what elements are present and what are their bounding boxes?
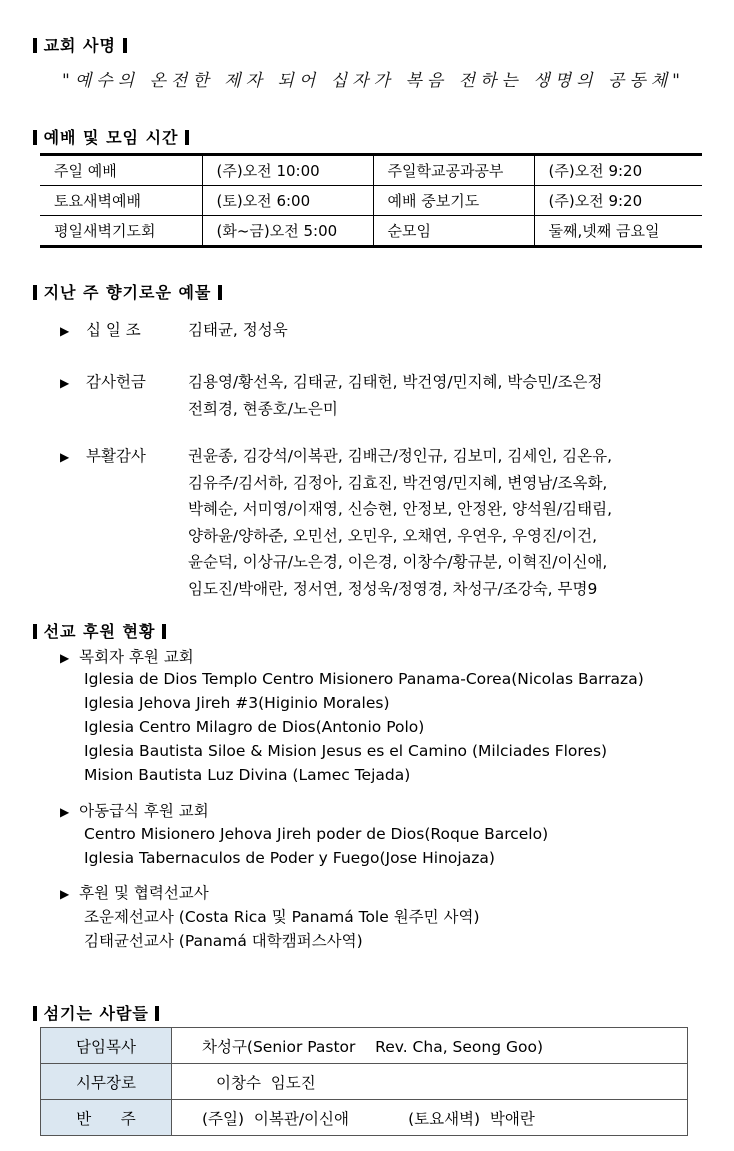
table-cell: 주일 예배 — [40, 155, 202, 186]
title-bar-right — [218, 285, 222, 300]
list-item: Centro Misionero Jehova Jireh poder de Dios(Roque Barcelo) — [84, 825, 549, 843]
table-cell: (주)오전 10:00 — [202, 155, 373, 186]
mission-statement: "예수의 온전한 제자 되어 십자가 복음 전하는 생명의 공동체" — [62, 71, 685, 91]
offerings-title-text: 지난 주 향기로운 예물 — [43, 283, 212, 302]
mission-group-heading-text: 후원 및 협력선교사 — [79, 884, 209, 902]
table-row — [41, 1064, 688, 1100]
title-bar-left — [33, 1006, 37, 1021]
triangle-bullet-icon: ▶ — [60, 887, 70, 901]
worship-section-title — [33, 125, 189, 148]
triangle-bullet-icon: ▶ — [60, 324, 70, 338]
title-bar-right — [155, 1006, 159, 1021]
offering-tithe-label: 십 일 조 — [86, 321, 141, 339]
mission-group-list — [84, 905, 480, 953]
table-cell: 주일학교공과공부 — [373, 155, 534, 186]
offering-thanks-label: 감사헌금 — [86, 373, 146, 391]
table-cell: 예배 중보기도 — [373, 186, 534, 216]
table-cell: 평일새벽기도회 — [40, 216, 202, 247]
mission-group-heading-text: 아동급식 후원 교회 — [79, 802, 209, 820]
offering-tithe-names: 김태균, 정성욱 — [188, 321, 288, 339]
names-line: 임도진/박애란, 정서연, 정성욱/정영경, 차성구/조강숙, 무명9 — [188, 579, 598, 598]
names-line: 권윤종, 김강석/이복관, 김배근/정인규, 김보미, 김세인, 김온유, — [188, 447, 612, 465]
list-item: Iglesia Jehova Jireh #3(Higinio Morales) — [84, 694, 390, 712]
table-row — [41, 1100, 688, 1136]
triangle-bullet-icon: ▶ — [60, 651, 70, 665]
names-line: 윤순덕, 이상규/노은경, 이은경, 이창수/황규분, 이혁진/이신애, — [188, 553, 608, 571]
title-bar-left — [33, 130, 37, 145]
missions-section-title — [33, 619, 166, 642]
list-item: Mision Bautista Luz Divina (Lamec Tejada) — [84, 766, 411, 784]
offering-easter-names — [188, 443, 612, 602]
list-item: 김태균선교사 (Panamá 대학캠퍼스사역) — [84, 932, 363, 950]
value-cell: 이창수 임도진 — [172, 1064, 688, 1100]
triangle-bullet-icon: ▶ — [60, 450, 70, 464]
table-cell: (주)오전 9:20 — [534, 186, 702, 216]
triangle-bullet-icon: ▶ — [60, 376, 70, 390]
list-item: 조운제선교사 (Costa Rica 및 Panamá Tole 원주민 사역) — [84, 908, 480, 926]
names-line: 김용영/황선옥, 김태균, 김태헌, 박건영/민지혜, 박승민/조은정 — [188, 373, 603, 391]
table-row — [41, 1028, 688, 1064]
mission-group-heading-text: 목회자 후원 교회 — [79, 648, 194, 666]
table-cell: 토요새벽예배 — [40, 186, 202, 216]
table-cell: (토)오전 6:00 — [202, 186, 373, 216]
triangle-bullet-icon: ▶ — [60, 805, 70, 819]
offering-easter-label: 부활감사 — [86, 447, 146, 465]
title-bar-left — [33, 285, 37, 300]
table-cell: (화~금)오전 5:00 — [202, 216, 373, 247]
mission-group-list — [84, 667, 644, 787]
servants-section-title — [33, 1001, 159, 1024]
servants-title-text: 섬기는 사람들 — [43, 1004, 149, 1023]
offering-easter — [60, 443, 69, 470]
value-cell: (주일) 이복관/이신애 (토요새벽) 박애란 — [172, 1100, 688, 1136]
mission-title-text: 교회 사명 — [43, 36, 116, 55]
role-cell: 시무장로 — [41, 1064, 172, 1100]
role-cell: 담임목사 — [41, 1028, 172, 1064]
mission-group-heading — [60, 645, 194, 667]
title-bar-right — [185, 130, 189, 145]
servants-table — [40, 1027, 688, 1136]
title-bar-right — [123, 38, 127, 53]
table-cell: 순모임 — [373, 216, 534, 247]
mission-section-title — [33, 33, 127, 56]
names-line: 양하윤/양하준, 오민선, 오민우, 오채연, 우연우, 우영진/이건, — [188, 526, 598, 545]
worship-times-table — [40, 153, 702, 248]
title-bar-right — [162, 624, 166, 639]
list-item: Iglesia Tabernaculos de Poder y Fuego(Jose Hinojaza) — [84, 849, 495, 867]
missions-title-text: 선교 후원 현황 — [43, 622, 156, 641]
table-cell: (주)오전 9:20 — [534, 155, 702, 186]
offering-tithe — [60, 317, 69, 344]
title-bar-left — [33, 624, 37, 639]
title-bar-left — [33, 38, 37, 53]
list-item: Iglesia Bautista Siloe & Mision Jesus es el Camino (Milciades Flores) — [84, 742, 608, 760]
mission-group-heading — [60, 799, 209, 821]
mission-group-heading — [60, 881, 209, 903]
value-cell: 차성구(Senior Pastor Rev. Cha, Seong Goo) — [172, 1028, 688, 1064]
mission-group-list — [84, 822, 548, 870]
names-line: 김유주/김서하, 김정아, 김효진, 박건영/민지혜, 변영남/조옥화, — [188, 473, 608, 492]
list-item: Iglesia de Dios Templo Centro Misionero Panama-Corea(Nicolas Barraza) — [84, 670, 644, 688]
table-row — [40, 155, 702, 186]
names-line: 박혜순, 서미영/이재영, 신승현, 안정보, 안정완, 양석원/김태림, — [188, 500, 612, 518]
table-row — [40, 186, 702, 216]
worship-title-text: 예배 및 모임 시간 — [43, 128, 179, 147]
offering-thanks — [60, 369, 69, 396]
role-cell: 반 주 — [41, 1100, 172, 1136]
table-row — [40, 216, 702, 247]
list-item: Iglesia Centro Milagro de Dios(Antonio Polo) — [84, 718, 425, 736]
offering-thanks-names — [188, 369, 602, 422]
names-line: 전희경, 현종호/노은미 — [188, 399, 338, 418]
table-cell: 둘째,넷째 금요일 — [534, 216, 702, 247]
offerings-section-title — [33, 280, 222, 303]
